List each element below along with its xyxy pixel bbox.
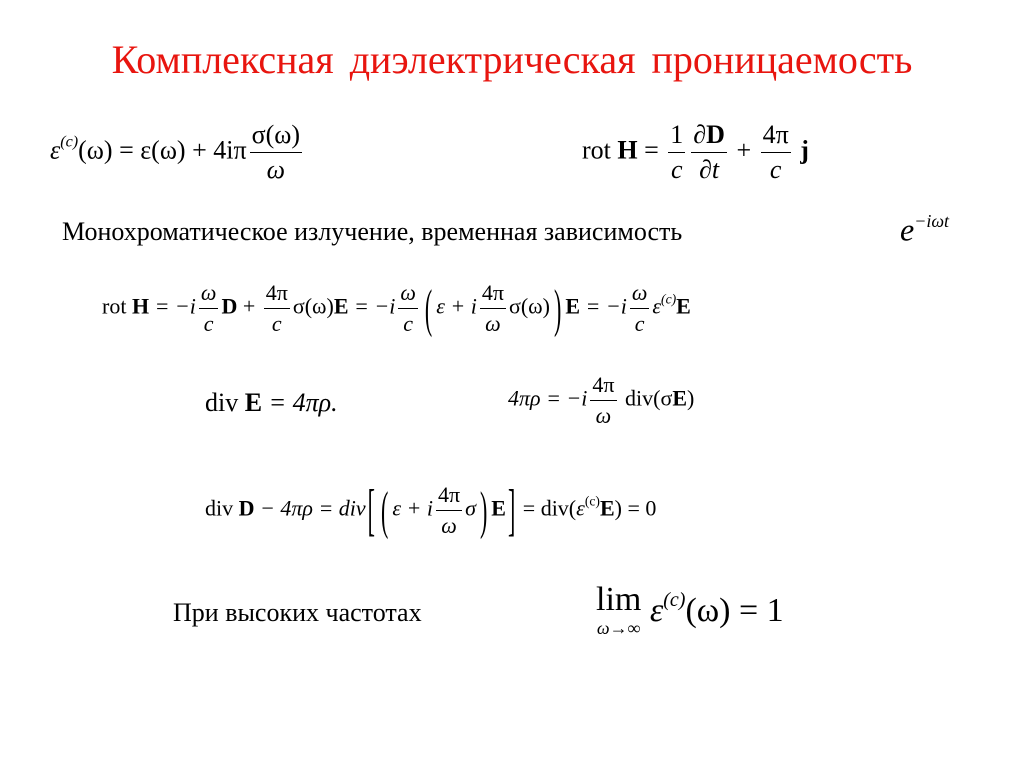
fraction-numerator: ω <box>199 280 219 309</box>
minus-4pi-rho-div: − 4πρ = div <box>254 495 366 521</box>
vector-h: H <box>131 293 150 319</box>
exp-superscript: −iωt <box>914 211 950 231</box>
high-frequency-text: При высоких частотах <box>173 598 422 627</box>
fraction-denominator: ω <box>595 403 612 428</box>
vector-e: E <box>565 293 580 319</box>
equation-charge-density <box>508 372 694 429</box>
fraction-sigma-over-omega <box>250 120 302 185</box>
equation-div-d <box>205 476 657 542</box>
equals-minus-i: = −i <box>348 293 396 319</box>
superscript-c: (c) <box>663 589 686 611</box>
fraction-numerator: 4π <box>264 280 290 309</box>
right-bracket: ] <box>507 476 516 542</box>
equals-sign: = <box>637 135 666 165</box>
closing-paren: ) <box>687 385 695 411</box>
fraction-denominator: c <box>671 155 683 184</box>
equation-complex-permittivity <box>50 120 305 185</box>
sigma-symbol: σ <box>465 495 476 521</box>
epsilon-plus-i: ε + i <box>436 293 477 319</box>
equation-rhs: = 4πρ. <box>262 388 338 417</box>
limit-operator <box>596 582 641 638</box>
fraction-omega-over-c <box>398 280 418 337</box>
fraction-one-over-c <box>668 120 685 185</box>
fraction-omega-over-c <box>630 280 650 337</box>
exp-base: e <box>900 211 915 248</box>
fraction-denominator: c <box>634 311 645 336</box>
fraction-numerator: ω <box>630 280 650 309</box>
equation-rhs: = ε(ω) + 4iπ <box>112 135 247 165</box>
fraction-numerator: 4π <box>480 280 506 309</box>
epsilon-plus-i: ε + i <box>392 495 433 521</box>
fraction-denominator: c <box>271 311 282 336</box>
vector-d: D <box>221 293 238 319</box>
time-dependence-exponent <box>900 206 950 248</box>
fraction-numerator: 4π <box>436 482 462 511</box>
superscript-c: (c) <box>661 291 677 307</box>
fraction-omega-over-c <box>199 280 219 337</box>
equals-div: = div( <box>517 495 577 521</box>
equals-minus-i: = −i <box>149 293 196 319</box>
fraction-numerator <box>691 120 727 153</box>
partial-symbol: ∂ <box>693 120 707 149</box>
rot-operator: rot <box>102 293 132 319</box>
left-bracket: [ <box>367 476 375 542</box>
fraction-denominator: ∂t <box>699 155 720 184</box>
fraction-denominator: c <box>769 155 782 184</box>
rot-operator: rot <box>582 135 618 165</box>
plus-sign: + <box>237 293 261 319</box>
right-paren: ) <box>479 479 488 540</box>
epsilon-symbol: ε <box>50 135 61 165</box>
fraction-numerator: 1 <box>668 120 685 153</box>
sigma-omega: σ(ω) <box>292 293 334 319</box>
sigma-omega: σ(ω) <box>508 293 550 319</box>
superscript-c: (c) <box>584 493 600 509</box>
fraction-4pi-over-omega <box>436 482 462 539</box>
lim-subscript: ω→∞ <box>596 618 641 638</box>
vector-e: E <box>491 495 506 521</box>
epsilon-symbol: ε <box>652 293 662 319</box>
fraction-dd-dt <box>691 120 727 185</box>
vector-e: E <box>599 495 615 521</box>
monochromatic-text: Монохроматическое излучение, временная зависимость <box>62 217 683 246</box>
vector-d: D <box>238 495 255 521</box>
epsilon-symbol: ε <box>649 592 664 629</box>
vector-e: E <box>244 388 263 417</box>
equation-div-e <box>205 388 338 418</box>
superscript-c: (c) <box>60 133 79 151</box>
omega-argument: (ω) <box>78 135 113 165</box>
plus-sign: + <box>729 135 758 165</box>
left-paren: ( <box>381 479 389 540</box>
left-paren: ( <box>424 277 433 338</box>
equation-rot-h-expanded <box>102 277 691 338</box>
vector-e: E <box>333 293 349 319</box>
fraction-denominator: ω <box>266 155 286 184</box>
fraction-numerator: σ(ω) <box>250 120 302 153</box>
right-paren: ) <box>553 277 562 338</box>
equation-rhs: (ω) = 1 <box>685 592 784 629</box>
equals-zero: ) = 0 <box>614 495 657 521</box>
fraction-denominator: ω <box>441 513 457 538</box>
fraction-numerator: 4π <box>761 120 791 153</box>
vector-d: D <box>706 120 725 149</box>
slide-title: Комплексная диэлектрическая проницаемость <box>111 37 913 82</box>
fraction-denominator: c <box>403 311 414 336</box>
equation-lhs: 4πρ = −i <box>508 385 588 411</box>
fraction-numerator: ω <box>398 280 418 309</box>
equals-minus-i: = −i <box>580 293 627 319</box>
div-operator: div <box>205 495 239 521</box>
vector-j: j <box>800 135 809 165</box>
equation-maxwell-rot-h <box>582 120 809 185</box>
vector-e: E <box>672 385 687 411</box>
fraction-4pi-over-omega <box>480 280 506 337</box>
vector-e: E <box>676 293 691 319</box>
fraction-4pi-over-c <box>264 280 290 337</box>
fraction-denominator: ω <box>485 311 501 336</box>
epsilon-symbol: ε <box>576 495 585 521</box>
fraction-denominator: c <box>203 311 214 336</box>
fraction-numerator: 4π <box>590 372 616 401</box>
fraction-4pi-over-c <box>761 120 791 185</box>
div-operator: div <box>205 388 245 417</box>
fraction-4pi-over-omega <box>590 372 616 429</box>
lim-word: lim <box>596 581 642 618</box>
div-sigma: div(σ <box>619 385 673 411</box>
equation-high-frequency-limit <box>596 582 784 638</box>
vector-h: H <box>617 135 638 165</box>
